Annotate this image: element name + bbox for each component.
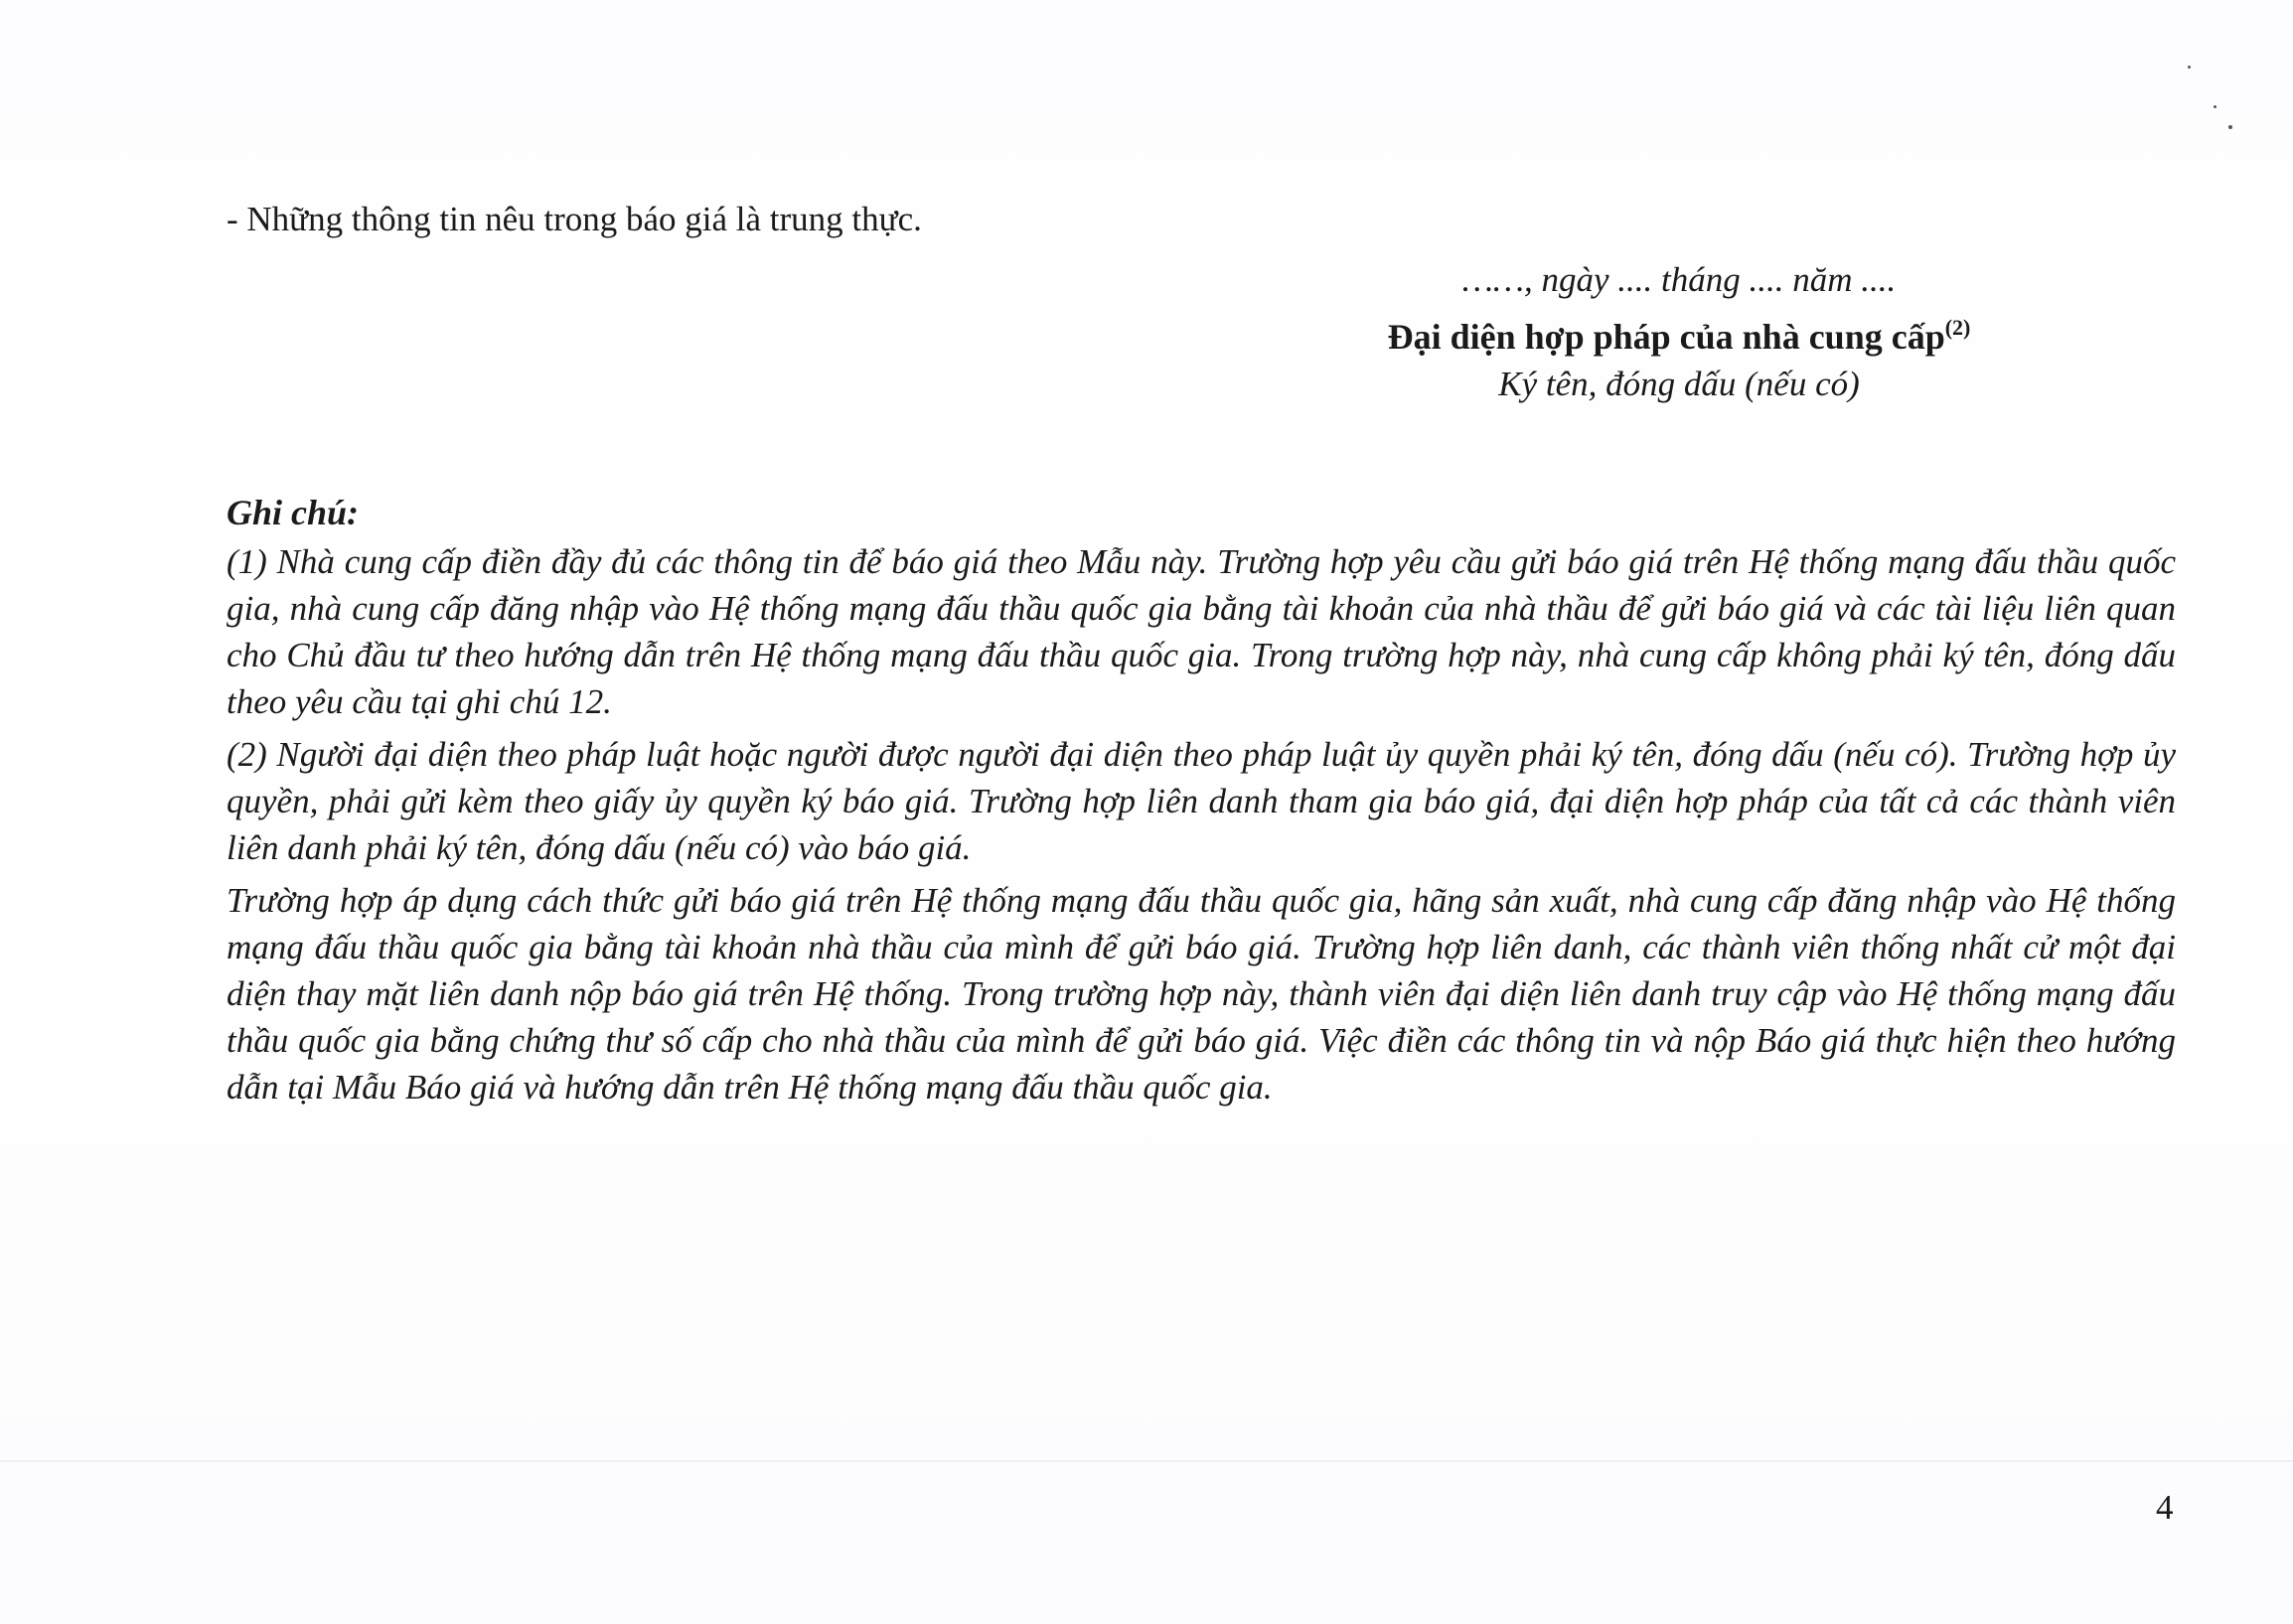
signature-title-footnote-ref: (2) [1944, 315, 1971, 340]
scan-speck [2214, 105, 2217, 108]
note-paragraph-3: Trường hợp áp dụng cách thức gửi báo giá trên Hệ thống mạng đấu thầu quốc gia, hãng sản xuất, nhà cung cấp đăng nhập vào Hệ thống mạng đấu thầu quốc gia bằng tài khoản nhà thầu của mình để gửi báo giá. Trường hợp liên danh, các thành viên thống nhất cử một đại diện thay mặt liên danh nộp báo giá trên Hệ thống. Trong trường hợp này, thành viên đại diện liên danh truy cập vào Hệ thống mạng đấu thầu quốc gia bằng chứng thư số cấp cho nhà thầu của mình để gửi báo giá. Việc điền các thông tin và nộp Báo giá thực hiện theo hướng dẫn tại Mẫu Báo giá và hướng dẫn trên Hệ thống mạng đấu thầu quốc gia. [227, 881, 2176, 1107]
signature-instructions: Ký tên, đóng dấu (nếu có) [1498, 365, 1860, 403]
scan-speck [2228, 125, 2232, 129]
scan-speck [2188, 66, 2191, 69]
signature-block [1272, 256, 2086, 407]
notes-section [227, 489, 2176, 1116]
signature-title [1272, 312, 2086, 362]
honesty-statement: - Những thông tin nêu trong báo giá là trung thực. [227, 200, 922, 238]
notes-heading: Ghi chú: [227, 493, 360, 532]
page-number: 4 [2156, 1488, 2174, 1527]
signature-title-text: Đại diện hợp pháp của nhà cung cấp [1387, 317, 1945, 357]
scan-edge-line [0, 1460, 2293, 1462]
note-paragraph-1: (1) Nhà cung cấp điền đầy đủ các thông tin để báo giá theo Mẫu này. Trường hợp yêu cầu gửi báo giá trên Hệ thống mạng đấu thầu quốc gia, nhà cung cấp đăng nhập vào Hệ thống mạng đấu thầu quốc gia bằng tài khoản của nhà thầu để gửi báo giá và các tài liệu liên quan cho Chủ đầu tư theo hướng dẫn trên Hệ thống mạng đấu thầu quốc gia. Trong trường hợp này, nhà cung cấp không phải ký tên, đóng dấu theo yêu cầu tại ghi chú 12. [227, 542, 2176, 721]
note-paragraph-2: (2) Người đại diện theo pháp luật hoặc người được người đại diện theo pháp luật ủy quyền phải ký tên, đóng dấu (nếu có). Trường hợp ủy quyền, phải gửi kèm theo giấy ủy quyền ký báo giá. Trường hợp liên danh tham gia báo giá, đại diện hợp pháp của tất cả các thành viên liên danh phải ký tên, đóng dấu (nếu có) vào báo giá. [227, 735, 2176, 867]
signature-date-line: ……, ngày .... tháng .... năm .... [1461, 260, 1897, 299]
